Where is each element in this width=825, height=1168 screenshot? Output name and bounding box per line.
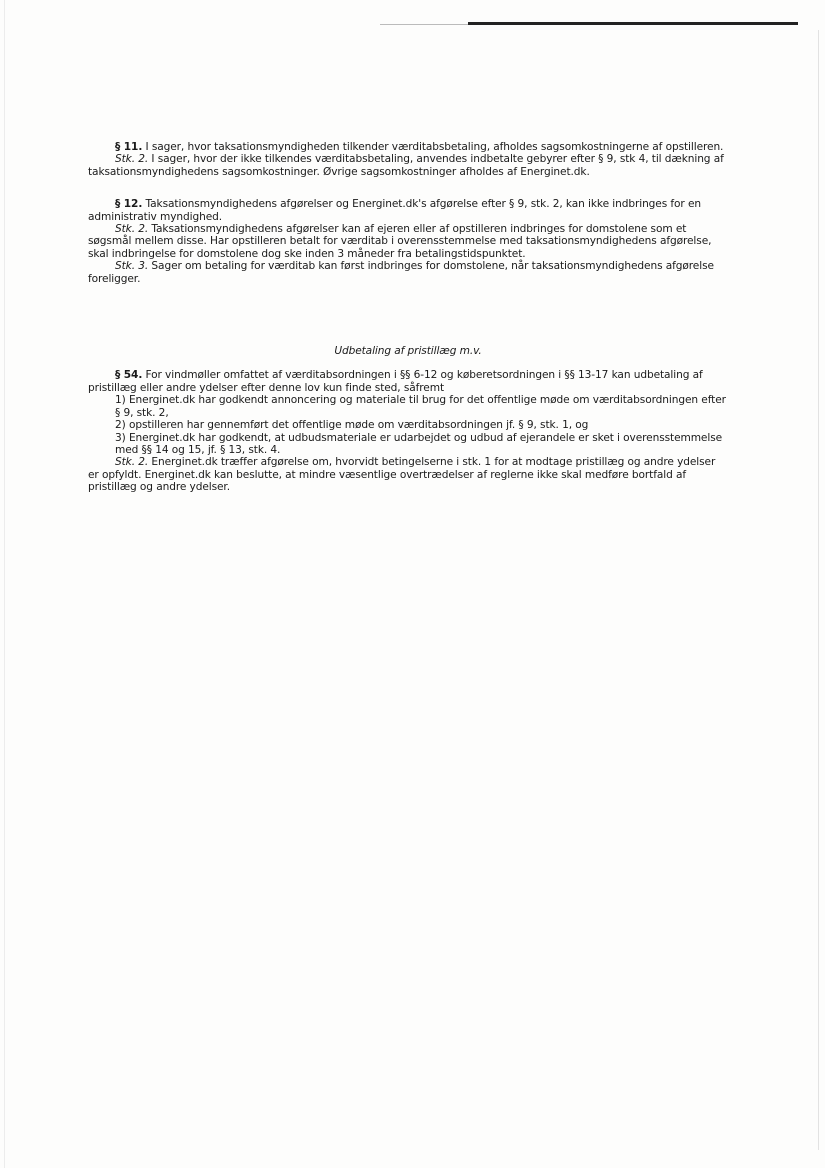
section-12-stk-3 [88,260,728,285]
page-edge-left [4,0,5,1168]
section-11-stk-2 [88,153,728,178]
document-body [88,141,728,514]
section-54 [88,369,728,493]
list-item: 3) Energinet.dk har godkendt, at udbudsmateriale er udarbejdet og udbud af ejerandele er sket i overensstemmelse med §§ 14 og 15, jf. § 13, stk. 4. [115,431,723,456]
stk-label: Stk. 2. [115,223,149,236]
stk-label: Stk. 3. [115,260,149,273]
section-11-paragraph [88,141,728,153]
section-number: § 11. [115,141,143,153]
stk-text: I sager, hvor der ikke tilkendes værditabsbetaling, anvendes indbetalte gebyrer efter § 9, stk 4, til dækning af taksationsmyndighedens sagsomkostninger. Øvrige sagsomkostninger afholdes af Energinet.dk. [88,153,724,178]
section-12-paragraph [88,198,728,223]
section-number: § 54. [115,369,143,382]
section-54-stk-2 [88,456,728,493]
stk-label: Stk. 2. [115,153,149,166]
top-rule [468,22,798,25]
stk-label: Stk. 2. [115,456,149,469]
section-12 [88,198,728,285]
chapter-heading: Udbetaling af pristillæg m.v. [334,345,482,358]
stk-text: Taksationsmyndighedens afgørelser kan af ejeren eller af opstilleren indbringes for domstolene som et søgsmål mellem disse. Har opstilleren betalt for værditab i overensstemmelse med taksationsmyndighedens afgørelse, skal indbringelse for domstolene dog ske inden 3 måneder fra betalingstidspunktet. [88,223,712,260]
section-text: For vindmøller omfattet af værditabsordningen i §§ 6-12 og køberetsordningen i §§ 13-17 kan udbetaling af pristillæg eller andre ydelser efter denne lov kun finde sted, såfremt [88,369,703,394]
stk-text: Sager om betaling for værditab kan først indbringes for domstolene, når taksationsmyndighedens afgørelse foreligger. [88,260,714,285]
section-text: I sager, hvor taksationsmyndigheden tilkender værditabsbetaling, afholdes sagsomkostningerne af opstilleren. [142,141,724,153]
section-text: Taksationsmyndighedens afgørelser og Energinet.dk's afgørelse efter § 9, stk. 2, kan ikke indbringes for en administrativ myndighed. [88,198,701,223]
top-rule-faint [380,24,470,25]
stk-text: Energinet.dk træffer afgørelse om, hvorvidt betingelserne i stk. 1 for at modtage pristillæg og andre ydelser er opfyldt. Energinet.dk kan beslutte, at mindre væsentlige overtrædelser af reglerne ikke skal medføre bortfald af pristillæg og andre ydelser. [88,456,716,494]
page-edge-right [818,30,819,1150]
section-number: § 12. [115,198,143,211]
section-12-stk-2 [88,223,728,260]
section-11 [88,141,728,178]
list-item: 1) Energinet.dk har godkendt annoncering og materiale til brug for det offentlige møde om værditabsordningen efter § 9, stk. 2, [115,394,726,419]
list-item: 2) opstilleren har gennemført det offentlige møde om værditabsordningen jf. § 9, stk. 1, og [115,419,589,432]
section-54-paragraph [88,369,728,394]
